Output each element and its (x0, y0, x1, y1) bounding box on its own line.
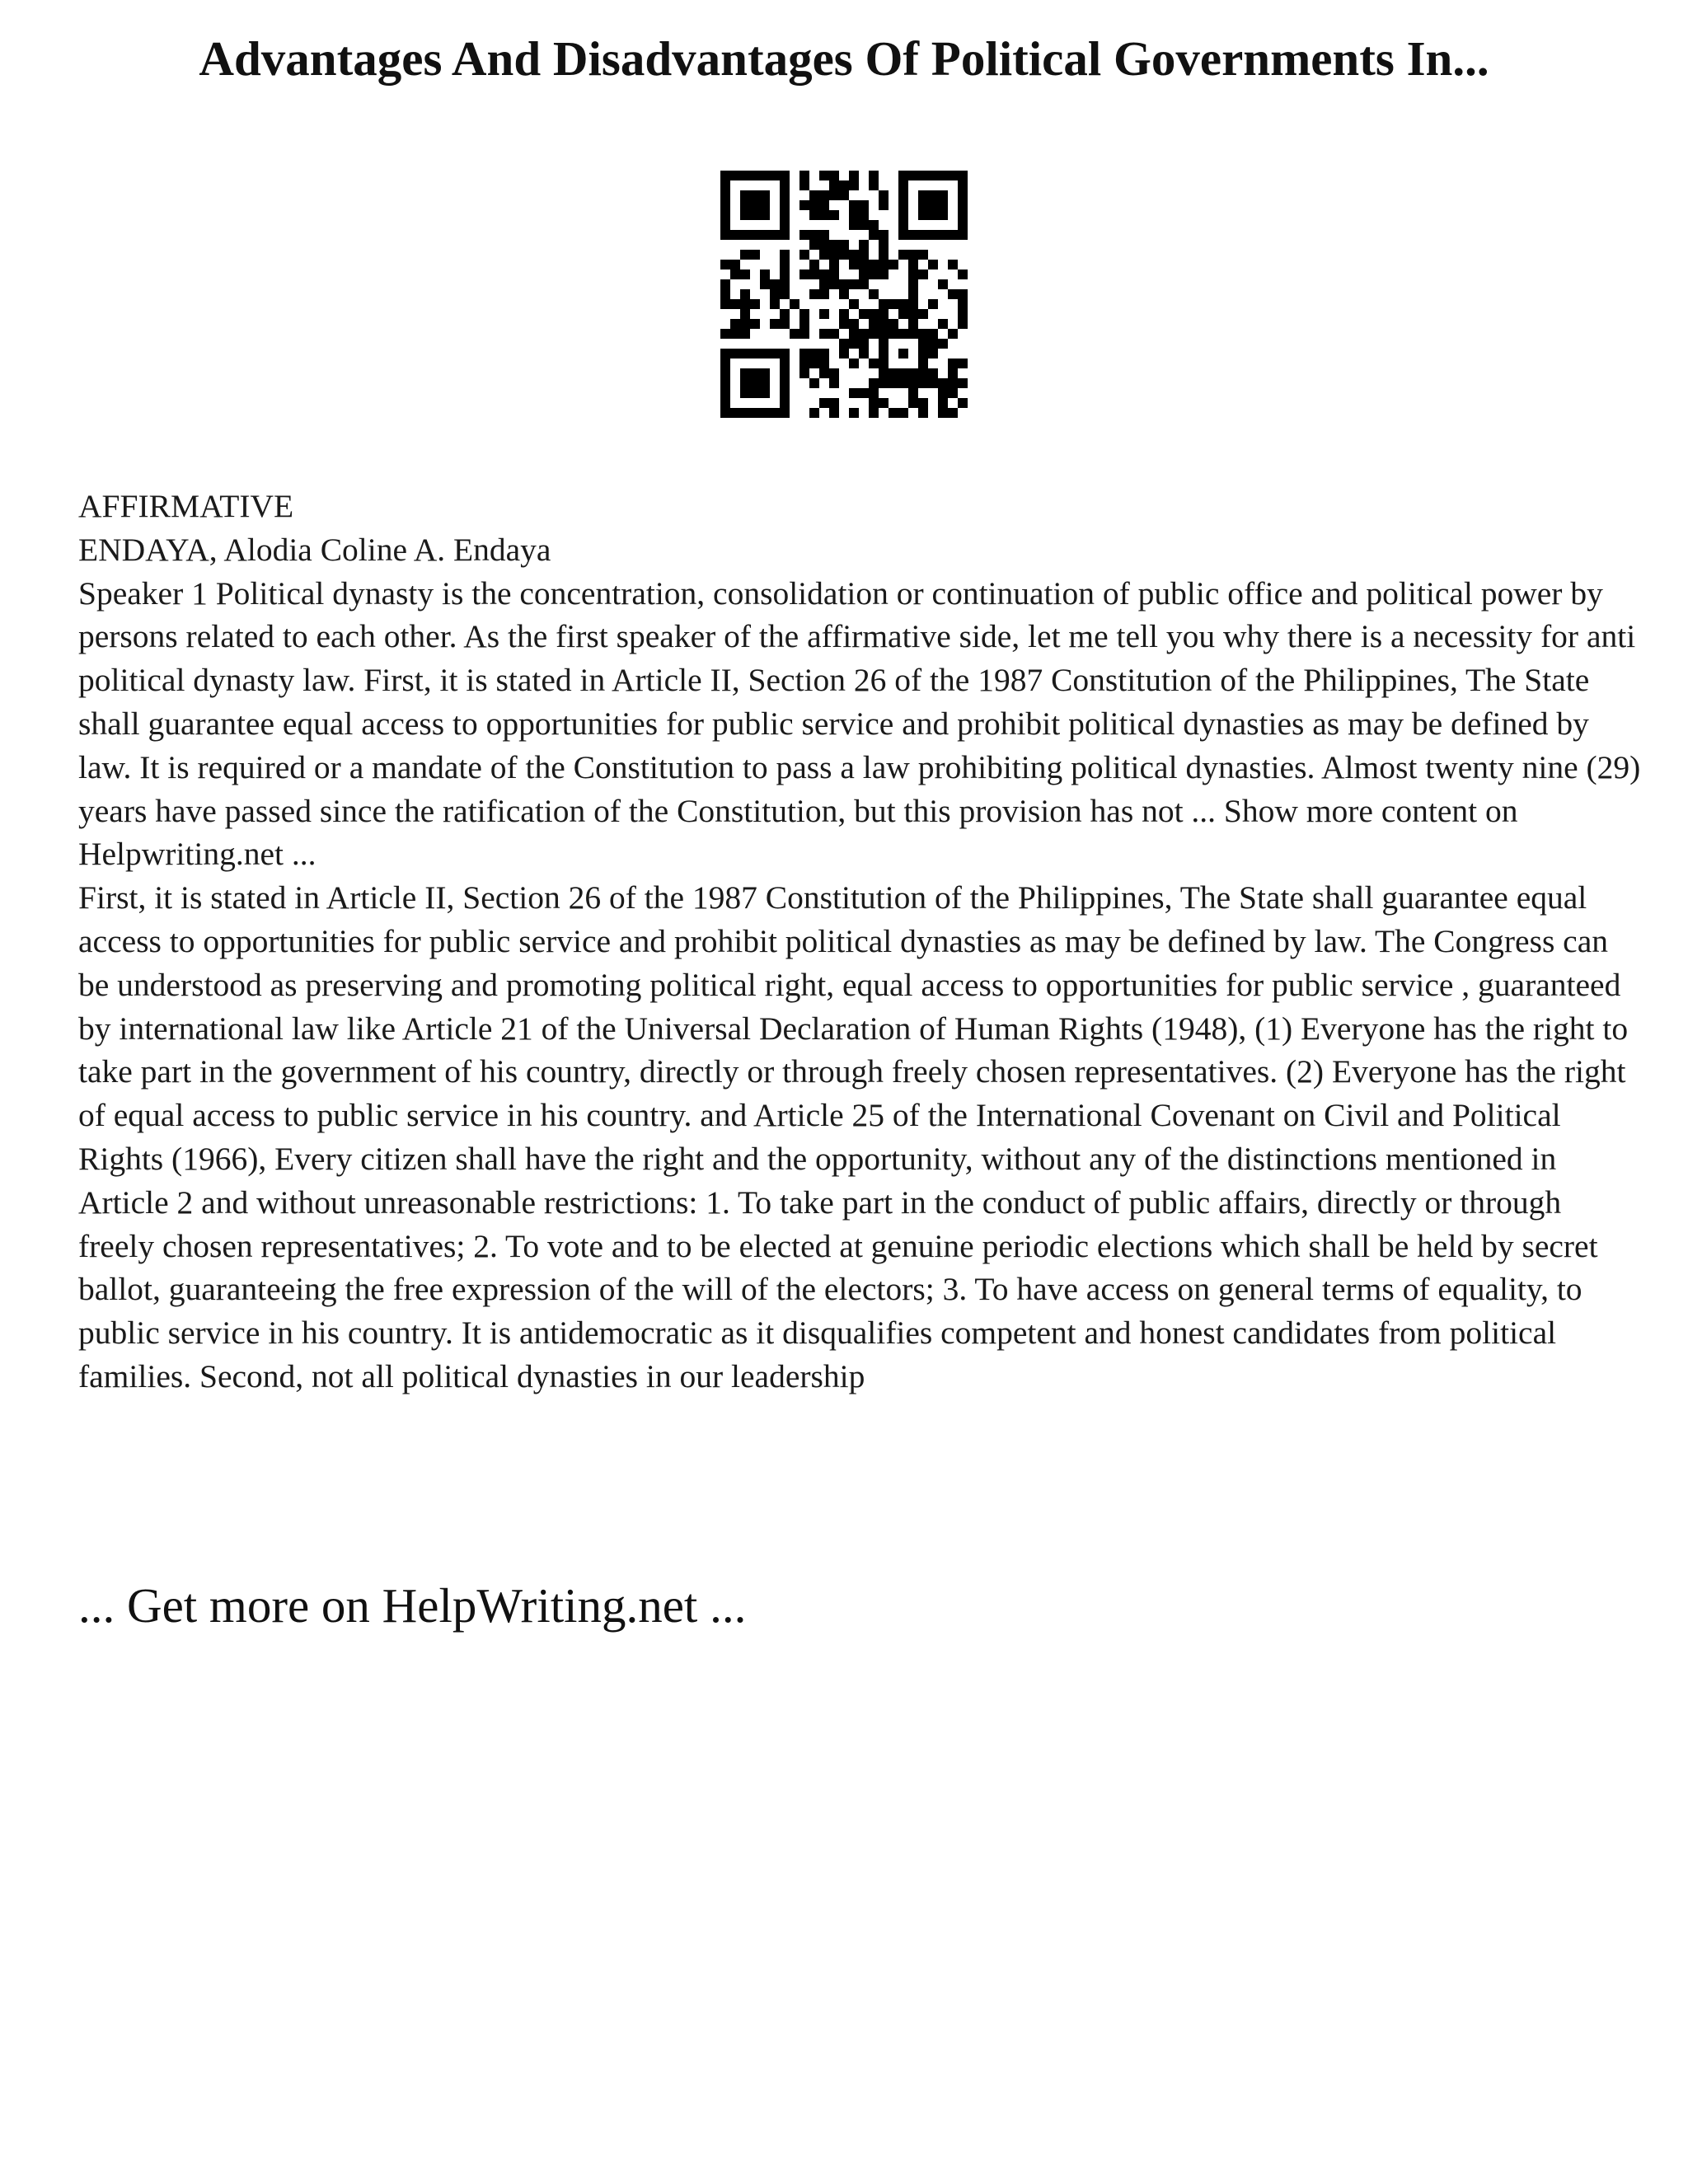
get-more-link[interactable]: ... Get more on HelpWriting.net ... (78, 1578, 747, 1633)
paragraph-1: Speaker 1 Political dynasty is the concentration, consolidation or continuation of public office and political power by persons related to each other. As the first speaker of the affirmative side, let me tell you why there is a necessity for anti political dynasty law. First, it is stated in Article II, Section 26 of the 1987 Constitution of the Philippines, The State shall guarantee equal access to opportunities for public service and prohibit political dynasties as may be defined by law. It is required or a mandate of the Constitution to pass a law prohibiting political dynasties. Almost twenty nine (29) years have passed since the ratification of the Constitution, but this provision has not ... Show more content on Helpwriting.net ... (78, 574, 1641, 873)
qr-code-icon (720, 171, 968, 418)
document-body (78, 485, 1644, 1399)
speaker-name: ENDAYA, Alodia Coline A. Endaya (78, 531, 551, 568)
side-label: AFFIRMATIVE (78, 488, 294, 524)
document-title: Advantages And Disadvantages Of Political Governments In... (199, 31, 1489, 86)
paragraph-2: First, it is stated in Article II, Section 26 of the 1987 Constitution of the Philippines, The State shall guarantee equal access to opportunities for public service and prohibit political dynasties as may be defined by law. The Congress can be understood as preserving and promoting political right, equal access to opportunities for public service , guaranteed by international law like Article 21 of the Universal Declaration of Human Rights (1948), (1) Everyone has the right to take part in the government of his country, directly or through freely chosen representatives. (2) Everyone has the right of equal access to public service in his country. and Article 25 of the International Covenant on Civil and Political Rights (1966), Every citizen shall have the right and the opportunity, without any of the distinctions mentioned in Article 2 and without unreasonable restrictions: 1. To take part in the conduct of public affairs, directly or through freely chosen representatives; 2. To vote and to be elected at genuine periodic elections which shall be held by secret ballot, guaranteeing the free expression of the will of the electors; 3. To have access on general terms of equality, to public service in his country. It is antidemocratic as it disqualifies competent and honest candidates from political families. Second, not all political dynasties in our leadership (78, 879, 1629, 1394)
